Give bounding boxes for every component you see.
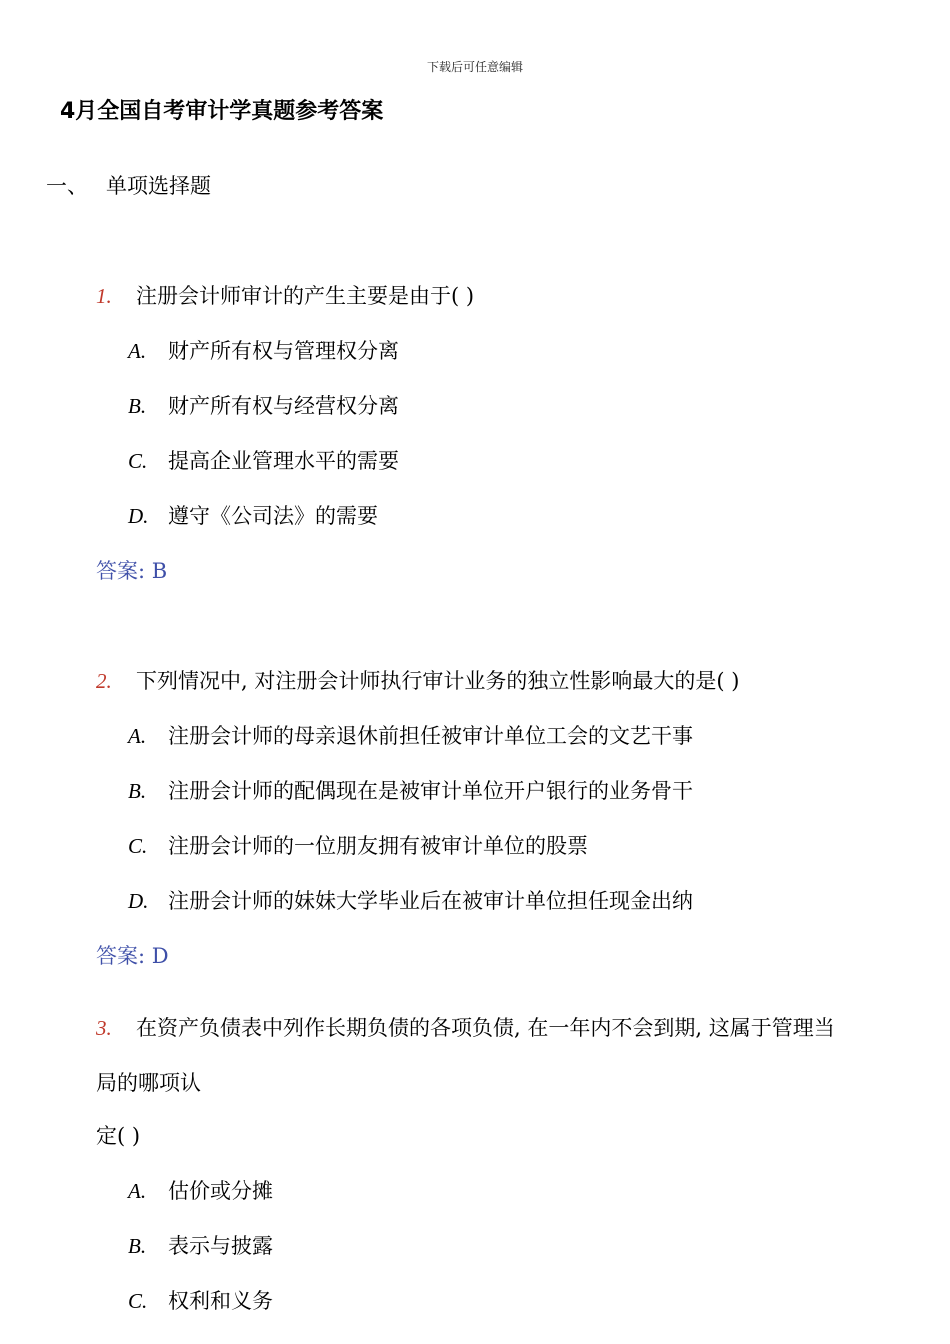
document-title: 4月全国自考审计学真题参考答案 <box>60 99 384 124</box>
section-number: 一、 <box>46 174 88 198</box>
option-letter: C. <box>128 834 148 858</box>
option-letter: C. <box>128 1289 148 1313</box>
question-3-continuation: 定( ) <box>96 1124 141 1148</box>
section-label: 单项选择题 <box>106 174 211 198</box>
option-letter: B. <box>128 779 147 803</box>
option-text: 遵守《公司法》的需要 <box>168 504 378 528</box>
option-2d <box>128 885 693 915</box>
question-3-continuation: 局的哪项认 <box>96 1071 201 1095</box>
option-text: 提高企业管理水平的需要 <box>168 449 399 473</box>
option-3c <box>128 1285 273 1315</box>
option-1d <box>128 500 378 530</box>
option-text: 权利和义务 <box>168 1289 273 1313</box>
question-number: 1. <box>96 284 112 308</box>
option-text: 注册会计师的母亲退休前担任被审计单位工会的文艺干事 <box>168 724 693 748</box>
option-text: 表示与披露 <box>168 1234 273 1258</box>
option-letter: A. <box>128 339 147 363</box>
option-text: 注册会计师的妹妹大学毕业后在被审计单位担任现金出纳 <box>168 889 693 913</box>
option-letter: B. <box>128 1234 147 1258</box>
question-3 <box>96 1012 835 1042</box>
option-2b <box>128 775 693 805</box>
answer-1: 答案: B <box>96 559 168 583</box>
question-number: 3. <box>96 1016 112 1040</box>
question-text: 在资产负债表中列作长期负债的各项负债, 在一年内不会到期, 这属于管理当 <box>136 1016 835 1040</box>
option-letter: D. <box>128 504 149 528</box>
question-text: 下列情况中, 对注册会计师执行审计业务的独立性影响最大的是( ) <box>136 669 740 693</box>
option-letter: D. <box>128 889 149 913</box>
option-text: 注册会计师的配偶现在是被审计单位开户银行的业务骨干 <box>168 779 693 803</box>
option-letter: A. <box>128 1179 147 1203</box>
answer-2: 答案: D <box>96 944 169 968</box>
page-header: 下载后可任意编辑 <box>426 60 523 74</box>
option-2a <box>128 720 693 750</box>
question-text: 注册会计师审计的产生主要是由于( ) <box>136 284 475 308</box>
option-1a <box>128 335 399 365</box>
option-text: 财产所有权与管理权分离 <box>168 339 399 363</box>
option-3a <box>128 1175 273 1205</box>
option-text: 估价或分摊 <box>168 1179 273 1203</box>
option-3b <box>128 1230 273 1260</box>
question-number: 2. <box>96 669 112 693</box>
question-1 <box>96 280 474 310</box>
option-letter: C. <box>128 449 148 473</box>
option-1b <box>128 390 399 420</box>
option-letter: B. <box>128 394 147 418</box>
option-letter: A. <box>128 724 147 748</box>
option-text: 财产所有权与经营权分离 <box>168 394 399 418</box>
option-text: 注册会计师的一位朋友拥有被审计单位的股票 <box>168 834 588 858</box>
option-1c <box>128 445 399 475</box>
option-2c <box>128 830 588 860</box>
section-heading <box>46 170 211 200</box>
question-2 <box>96 665 739 695</box>
